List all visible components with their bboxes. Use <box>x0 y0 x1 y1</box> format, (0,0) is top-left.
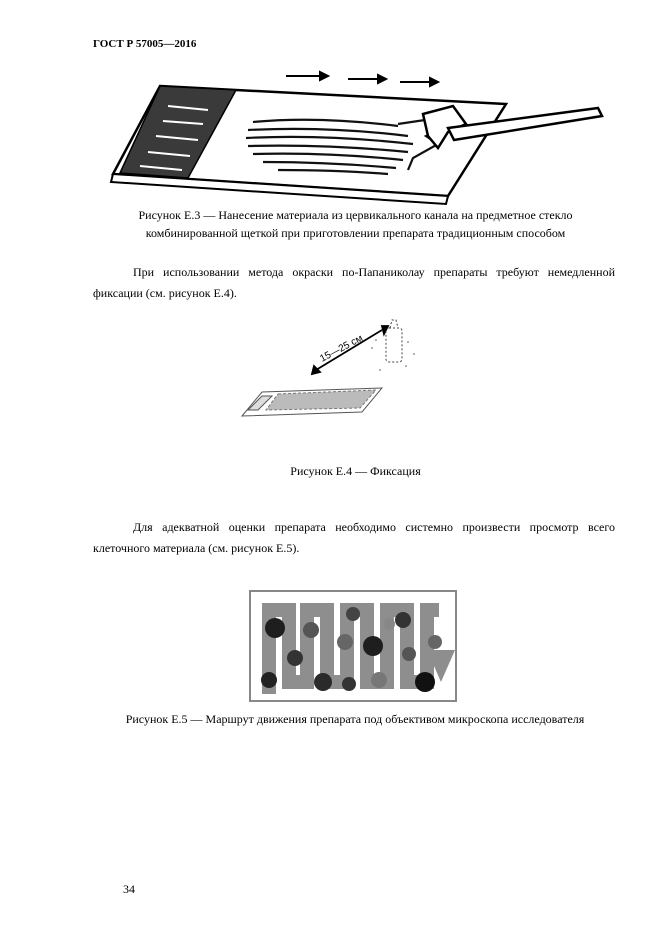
document-code: ГОСТ Р 57005—2016 <box>93 38 197 50</box>
page-number: 34 <box>123 882 135 896</box>
spray-particles <box>371 339 415 371</box>
figure-e5-caption: Рисунок Е.5 — Маршрут движения препарата под объективом микроскопа исследователя <box>125 712 585 726</box>
figure-e3-caption: Рисунок Е.3 — Нанесение материала из цервикального канала на предметное стекло комбинированной щеткой при приготовлении препарата традиционным способом <box>138 208 573 240</box>
figure-e4-fixation <box>236 312 436 438</box>
figure-e3-slide-brush <box>108 66 608 206</box>
fixed-slide <box>242 388 382 416</box>
distance-label: 15—25 см <box>318 332 365 365</box>
figure-e4-caption: Рисунок Е.4 — Фиксация <box>290 464 421 478</box>
figure-e5-route <box>249 590 457 702</box>
direction-arrows <box>286 72 438 86</box>
paragraph-fixation: При использовании метода окраски по-Папаниколау препараты требуют немедленной фиксации (см. рисунок Е.4). <box>93 265 615 300</box>
paragraph-review: Для адекватной оценки препарата необходимо системно произвести просмотр всего клеточного материала (см. рисунок Е.5). <box>93 520 615 555</box>
